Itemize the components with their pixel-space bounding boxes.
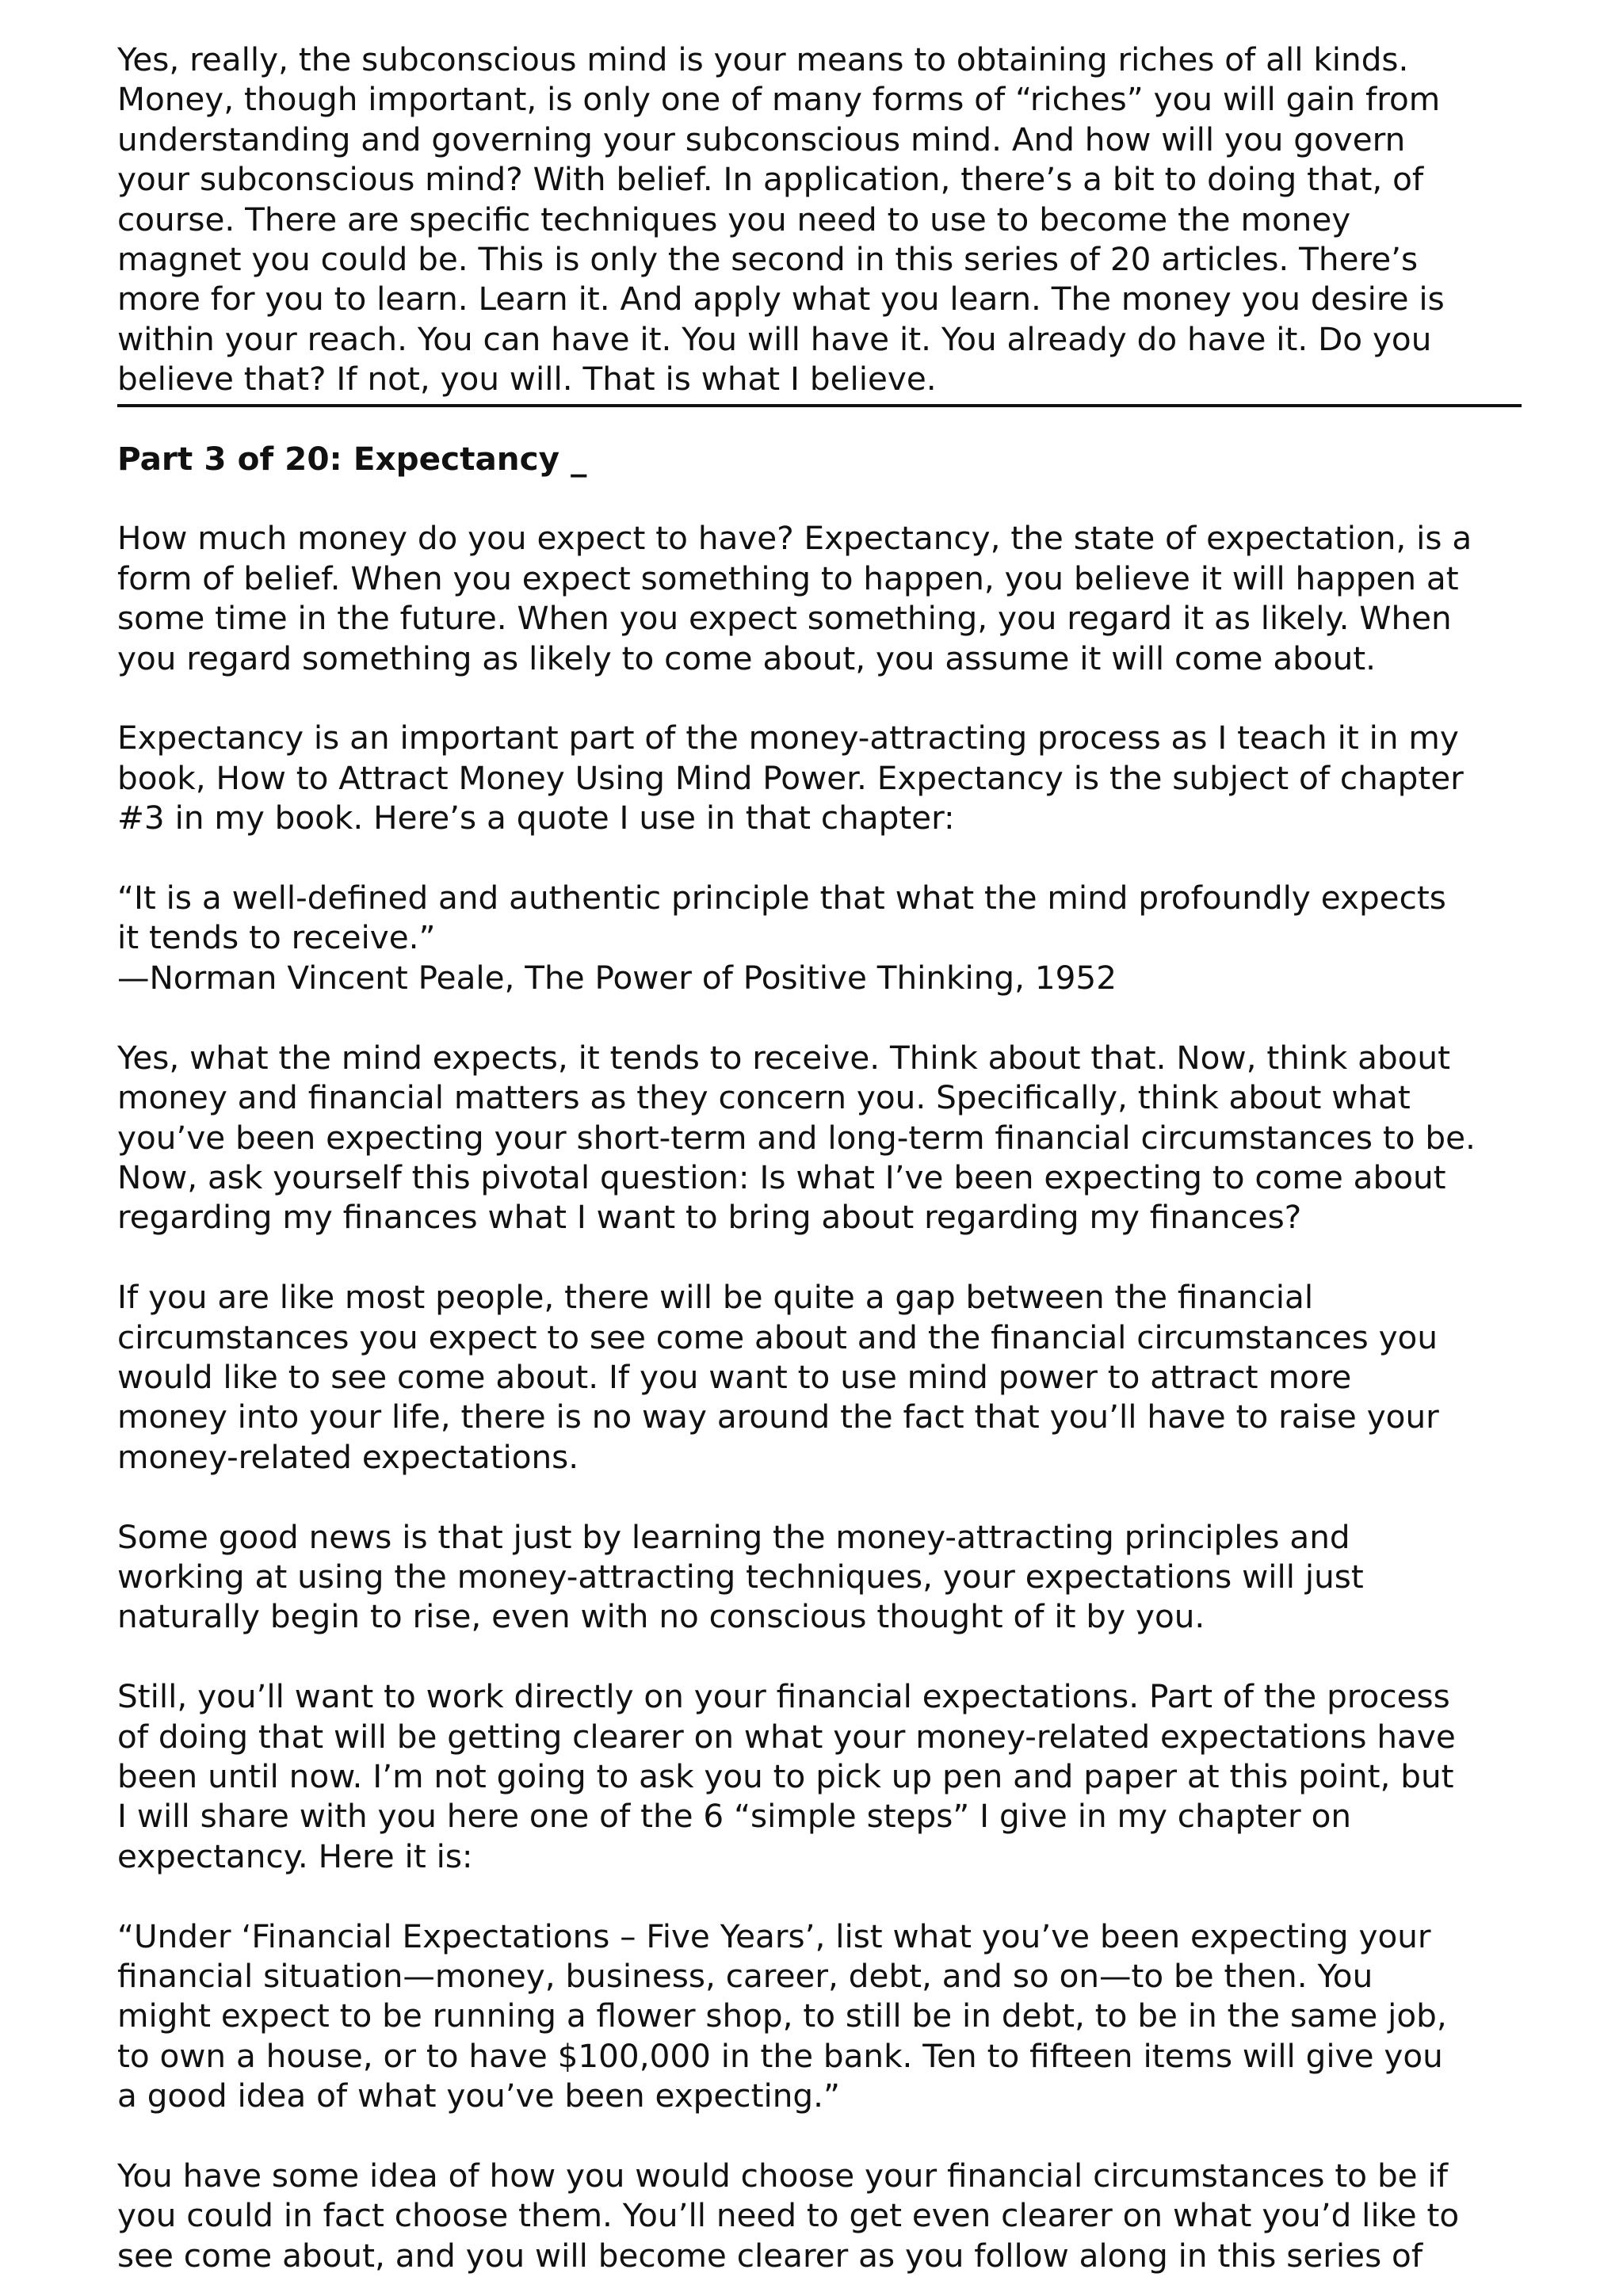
section-divider xyxy=(117,404,1522,407)
paragraph-expectancy-definition: How much money do you expect to have? Expectancy, the state of expectation, is a form of belief. When you expect something to happen, you believe it will happen at some time in the future. When you expect something, you regard it as likely. When you regard something as likely to come about, you assume it will come about. xyxy=(117,519,1472,677)
paragraph-work-directly: Still, you’ll want to work directly on your financial expectations. Part of the process of doing that will be getting clearer on what your money-related expectations have been until now. I’m not going to ask you to pick up pen and paper at this point, but I will share with you here one of the 6 “simple steps” I give in my chapter on expectancy. Here it is: xyxy=(117,1677,1456,1875)
section-heading: Part 3 of 20: Expectancy _ xyxy=(117,439,587,478)
intro-paragraph: Yes, really, the subconscious mind is your means to obtaining riches of all kinds. Money, though important, is only one of many forms of “riches” you will gain from understanding and governing your subconscious mind. And how will you govern your subconscious mind? With belief. In application, there’s a bit to doing that, of course. There are specific techniques you need to use to become the money magnet you could be. This is only the second in this series of 20 articles. There’s more for you to learn. Learn it. And apply what you learn. The money you desire is within your reach. You can have it. You will have it. You already do have it. Do you believe that? If not, you will. That is what I believe. xyxy=(117,40,1445,399)
paragraph-book-reference: Expectancy is an important part of the money-attracting process as I teach it in my book, How to Attract Money Using Mind Power. Expectancy is the subject of chapter #3 in my book. Here’s a quote I use in that chapter: xyxy=(117,719,1464,837)
paragraph-mind-expects: Yes, what the mind expects, it tends to receive. Think about that. Now, think about money and financial matters as they concern you. Specifically, think about what you’ve been expecting your short-term and long-term financial circumstances to be. Now, ask yourself this pivotal question: Is what I’ve been expecting to come about regarding my finances what I want to bring about regarding my finances? xyxy=(117,1038,1476,1237)
paragraph-expectation-gap: If you are like most people, there will be quite a gap between the financial circumstances you expect to see come about and the financial circumstances you would like to see come about. If you want to use mind power to attract more money into your life, there is no way around the fact that you’ll have to raise your money-related expectations. xyxy=(117,1278,1439,1476)
quote-peale: “It is a well-defined and authentic principle that what the mind profoundly expects it tends to receive.” —Norman Vincent Peale, The Power of Positive Thinking, 1952 xyxy=(117,879,1446,997)
quote-simple-step: “Under ‘Financial Expectations – Five Years’, list what you’ve been expecting your financial situation—money, business, career, debt, and so on—to be then. You might expect to be running a flower shop, to still be in debt, to be in the same job, to own a house, or to have $100,000 in the bank. Ten to fifteen items will give you a good idea of what you’ve been expecting.” xyxy=(117,1917,1447,2115)
document-content xyxy=(117,40,1520,2275)
paragraph-good-news: Some good news is that just by learning the money-attracting principles and working at using the money-attracting techniques, your expectations will just naturally begin to rise, even with no conscious thought of it by you. xyxy=(117,1517,1364,1636)
paragraph-choose-circumstances: You have some idea of how you would choose your financial circumstances to be if you could in fact choose them. You’ll need to get even clearer on what you’d like to see come about, and you will become clearer as you follow along in this series of xyxy=(117,2156,1460,2275)
